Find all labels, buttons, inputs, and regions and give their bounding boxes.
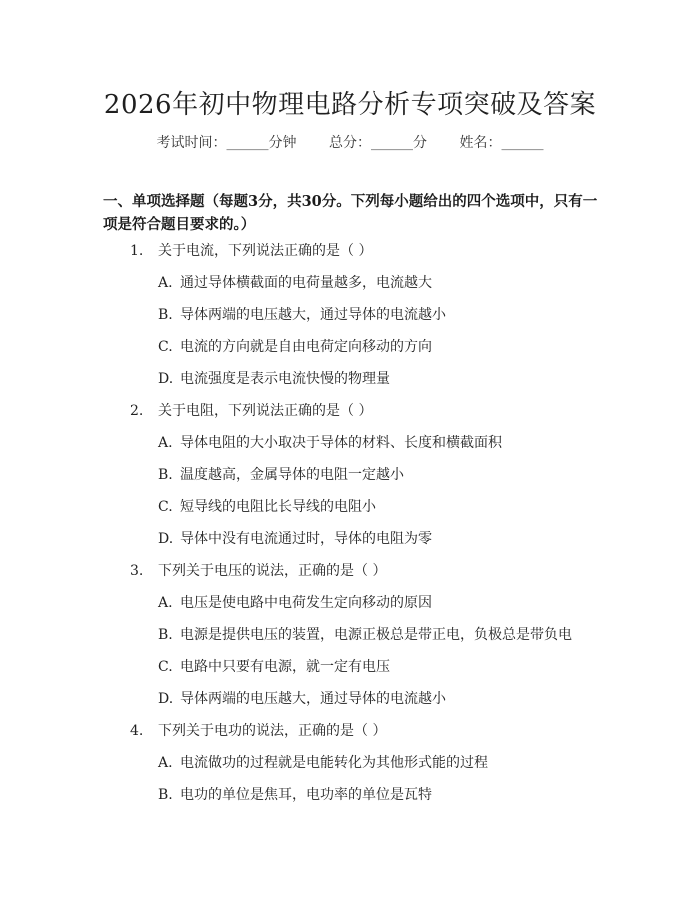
option-a <box>0 592 700 624</box>
option-letter: A. <box>158 275 173 291</box>
option-c <box>0 496 700 528</box>
option-text: 通过导体横截面的电荷量越多，电流越大 <box>180 275 432 291</box>
question-text: 关于电流，下列说法正确的是（ ） <box>158 243 373 259</box>
exam-time-field: 考试时间：______分钟 <box>156 135 297 151</box>
section-heading: 一、单项选择题（每题3分，共30分。下列每小题给出的四个选项中，只有一项是符合题目要求的。） <box>103 193 598 233</box>
question-number: 3. <box>130 563 144 579</box>
option-c <box>0 336 700 368</box>
total-score-field: 总分：______分 <box>329 135 427 151</box>
question-4 <box>0 720 700 816</box>
option-letter: B. <box>158 307 173 323</box>
option-letter: C. <box>158 659 173 675</box>
page-title: 2026年初中物理电路分析专项突破及答案 <box>103 90 597 120</box>
option-letter: C. <box>158 499 173 515</box>
option-text: 导体电阻的大小取决于导体的材料、长度和横截面积 <box>180 435 502 451</box>
option-b <box>0 624 700 656</box>
option-text: 电流做功的过程就是电能转化为其他形式能的过程 <box>180 755 488 771</box>
option-a <box>0 272 700 304</box>
question-stem <box>0 720 700 752</box>
option-letter: A. <box>158 755 173 771</box>
question-text: 下列关于电压的说法，正确的是（ ） <box>158 563 387 579</box>
question-stem <box>0 560 700 592</box>
question-text: 关于电阻，下列说法正确的是（ ） <box>158 403 373 419</box>
option-letter: B. <box>158 787 173 803</box>
option-c <box>0 656 700 688</box>
option-text: 电路中只要有电源，就一定有电压 <box>180 659 390 675</box>
option-b <box>0 784 700 816</box>
question-2 <box>0 400 700 560</box>
student-name-field: 姓名：______ <box>459 135 544 151</box>
question-text: 下列关于电功的说法，正确的是（ ） <box>158 723 387 739</box>
option-letter: D. <box>158 371 174 387</box>
option-text: 温度越高，金属导体的电阻一定越小 <box>180 467 404 483</box>
question-stem <box>0 240 700 272</box>
option-d <box>0 688 700 720</box>
option-d <box>0 368 700 400</box>
option-a <box>0 752 700 784</box>
option-letter: C. <box>158 339 173 355</box>
option-text: 导体两端的电压越大，通过导体的电流越小 <box>180 307 446 323</box>
question-3 <box>0 560 700 720</box>
option-text: 电流的方向就是自由电荷定向移动的方向 <box>180 339 432 355</box>
option-text: 短导线的电阻比长导线的电阻小 <box>180 499 376 515</box>
question-number: 2. <box>130 403 144 419</box>
option-text: 电功的单位是焦耳，电功率的单位是瓦特 <box>180 787 432 803</box>
option-b <box>0 304 700 336</box>
option-letter: A. <box>158 435 173 451</box>
option-text: 电源是提供电压的装置，电源正极总是带正电，负极总是带负电 <box>180 627 572 643</box>
option-text: 导体两端的电压越大，通过导体的电流越小 <box>180 691 446 707</box>
option-text: 电流强度是表示电流快慢的物理量 <box>180 371 390 387</box>
option-letter: A. <box>158 595 173 611</box>
option-letter: D. <box>158 691 174 707</box>
question-number: 4. <box>130 723 144 739</box>
option-text: 导体中没有电流通过时，导体的电阻为零 <box>180 531 432 547</box>
option-letter: D. <box>158 531 174 547</box>
question-1 <box>0 240 700 400</box>
option-letter: B. <box>158 467 173 483</box>
option-d <box>0 528 700 560</box>
question-number: 1. <box>130 243 144 259</box>
question-list <box>0 240 700 816</box>
exam-info-line <box>0 132 700 152</box>
option-a <box>0 432 700 464</box>
option-b <box>0 464 700 496</box>
option-letter: B. <box>158 627 173 643</box>
question-stem <box>0 400 700 432</box>
option-text: 电压是使电路中电荷发生定向移动的原因 <box>180 595 432 611</box>
